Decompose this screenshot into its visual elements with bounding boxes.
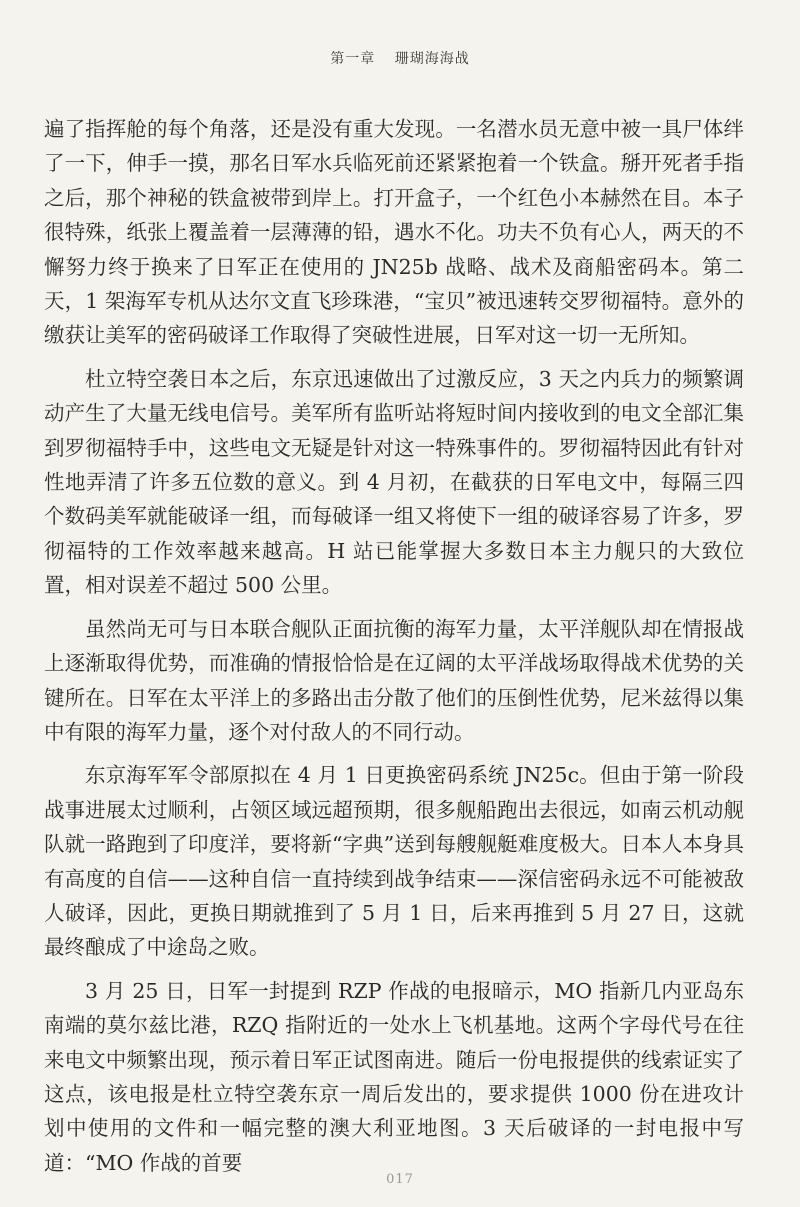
paragraph: 杜立特空袭日本之后，东京迅速做出了过激反应，3 天之内兵力的频繁调动产生了大量无线电信号。美军所有监听站将短时间内接收到的电文全部汇集到罗彻福特手中，这些电文无疑是针对这一特殊事件的。罗彻福特因此有针对性地弄清了许多五位数的意义。到 4 月初，在截获的日军电文中，每隔三四个数码美军就能破译一组，而每破译一组又将使下一组的破译容易了许多，罗彻福特的工作效率越来越高。H 站已能掌握大多数日本主力舰只的大致位置，相对误差不超过 500 公里。 <box>44 366 744 598</box>
page-number: 017 <box>386 1172 414 1187</box>
paragraph: 遍了指挥舱的每个角落，还是没有重大发现。一名潜水员无意中被一具尸体绊了一下，伸手一摸，那名日军水兵临死前还紧紧抱着一个铁盒。掰开死者手指之后，那个神秘的铁盒被带到岸上。打开盒子，一个红色小本赫然在目。本子很特殊，纸张上覆盖着一层薄薄的铅，遇水不化。功夫不负有心人，两天的不懈努力终于换来了日军正在使用的 JN25b 战略、战术及商船密码本。第二天，1 架海军专机从达尔文直飞珍珠港，“宝贝”被迅速转交罗彻福特。意外的缴获让美军的密码破译工作取得了突破性进展，日军对这一切一无所知。 <box>44 117 744 348</box>
chapter-label: 第一章 <box>330 51 376 67</box>
paragraph: 3 月 25 日，日军一封提到 RZP 作战的电报暗示，MO 指新几内亚岛东南端的莫尔兹比港，RZQ 指附近的一处水上飞机基地。这两个字母代号在往来电文中频繁出现，预示着日军正试图南进。随后一份电报提供的线索证实了这点，该电报是杜立特空袭东京一周后发出的，要求提供 1000 份在进攻计划中使用的文件和一幅完整的澳大利亚地图。3 天后破译的一封电报中写道：“MO 作战的首要 <box>44 978 744 1175</box>
running-header <box>0 48 800 68</box>
paragraph: 东京海军军令部原拟在 4 月 1 日更换密码系统 JN25c。但由于第一阶段战事进展太过顺利，占领区域远超预期，很多舰船跑出去很远，如南云机动舰队就一路跑到了印度洋，要将新“字典”送到每艘舰艇难度极大。日本人本身具有高度的自信——这种自信一直持续到战争结束——深信密码永远不可能被敌人破译，因此，更换日期就推到了 5 月 1 日，后来再推到 5 月 27 日，这就最终酿成了中途岛之败。 <box>44 763 744 960</box>
body-text <box>44 112 744 1189</box>
paragraph: 虽然尚无可与日本联合舰队正面抗衡的海军力量，太平洋舰队却在情报战上逐渐取得优势，而准确的情报恰恰是在辽阔的太平洋战场取得战术优势的关键所在。日军在太平洋上的多路出击分散了他们的压倒性优势，尼米兹得以集中有限的海军力量，逐个对付敌人的不同行动。 <box>44 616 744 744</box>
chapter-title: 珊瑚海海战 <box>394 51 470 67</box>
